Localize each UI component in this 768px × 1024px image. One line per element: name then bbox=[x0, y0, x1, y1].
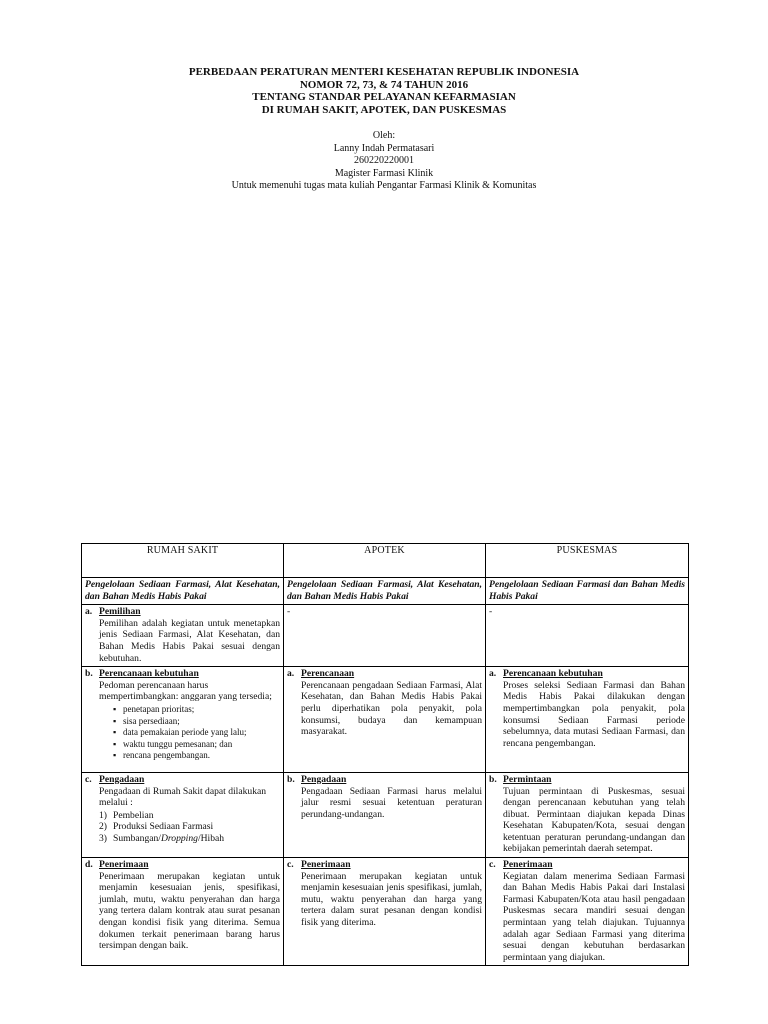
list-item: ▪ rencana pengembangan. bbox=[113, 750, 280, 762]
item-label: c. bbox=[85, 773, 92, 785]
author-program: Magister Farmasi Klinik bbox=[334, 167, 434, 179]
table-row bbox=[82, 667, 689, 773]
numbered-list bbox=[99, 810, 280, 845]
item-text: Pengadaan Sediaan Farmasi harus melalui jalur resmi sesuai ketentuan peraturan perundang-undangan. bbox=[301, 785, 482, 820]
cell-rs-pengadaan bbox=[82, 772, 284, 857]
item-text: Kegiatan dalam menerima Sediaan Farmasi dan Bahan Medis Habis Pakai dari Instalasi Farmasi Kabupaten/Kota atau hasil pengadaan Puskesmas secara mandiri sesuai dengan permintaan yang telah diajukan. Tujuannya adalah agar Sediaan Farmasi yang diterima sesuai dengan kebutuhan berdasarkan permintaan yang diajukan. bbox=[503, 870, 685, 963]
item-label: c. bbox=[489, 859, 496, 871]
cell-rs-penerimaan bbox=[82, 858, 284, 966]
item-title: Perencanaan kebutuhan bbox=[99, 668, 199, 680]
item-text: Tujuan permintaan di Puskesmas, sesuai dengan perencanaan kebutuhan yang telah dibuat. Permintaan diajukan kepada Dinas Kesehatan Kabupaten/Kota, sesuai dengan ketentuan peraturan perundang-undangan dan kebijakan pemerintah daerah setempat. bbox=[503, 785, 685, 855]
comparison-table bbox=[81, 543, 689, 966]
item-label: b. bbox=[489, 773, 497, 785]
item-label: a. bbox=[489, 668, 497, 680]
item-title: Perencanaan kebutuhan bbox=[503, 668, 603, 680]
header-rumah-sakit: RUMAH SAKIT bbox=[82, 544, 284, 578]
cell-rs-perencanaan bbox=[82, 667, 284, 773]
item-title: Penerimaan bbox=[99, 859, 149, 871]
item-title: Penerimaan bbox=[503, 859, 553, 871]
item-text: Pemilihan adalah kegiatan untuk menetapkan jenis Sediaan Farmasi, Alat Kesehatan, dan Bahan Medis Habis Pakai sesuai dengan kebutuhan. bbox=[99, 617, 280, 664]
table-row bbox=[82, 605, 689, 667]
cell-puskesmas-penerimaan bbox=[486, 858, 689, 966]
title-line-3: TENTANG STANDAR PELAYANAN KEFARMASIAN bbox=[252, 91, 516, 103]
subheader-apotek: Pengelolaan Sediaan Farmasi, Alat Kesehatan, dan Bahan Medis Habis Pakai bbox=[284, 578, 486, 605]
item-label: d. bbox=[85, 859, 93, 871]
list-item: ▪ data pemakaian periode yang lalu; bbox=[113, 727, 280, 739]
list-item: 2) Produksi Sediaan Farmasi bbox=[99, 821, 214, 833]
author-info bbox=[0, 130, 768, 193]
item-intro: Pedoman perencanaan harus mempertimbangkan: anggaran yang tersedia; bbox=[99, 679, 272, 703]
item-text: Penerimaan merupakan kegiatan untuk menjamin kesesuaian jenis, spesifikasi, jumlah, mutu, waktu penyerahan dan harga yang tertera dalam kontrak atau surat pesanan dengan kondisi fisik yang diterima. Semua dokumen terkait penerimaan barang harus tersimpan dengan baik. bbox=[99, 870, 280, 952]
list-item: ▪ waktu tunggu pemesanan; dan bbox=[113, 739, 280, 751]
title-line-2: NOMOR 72, 73, & 74 TAHUN 2016 bbox=[299, 78, 469, 91]
item-title: Pemilihan bbox=[99, 606, 141, 618]
header-puskesmas: PUSKESMAS bbox=[486, 544, 689, 578]
item-label: a. bbox=[287, 668, 295, 680]
item-text: Perencanaan pengadaan Sediaan Farmasi, Alat Kesehatan, dan Bahan Medis Habis Pakai perlu diperhatikan pola penyakit, pola konsumsi, budaya dan kemampuan masyarakat. bbox=[301, 679, 482, 738]
item-text: Proses seleksi Sediaan Farmasi dan Bahan Medis Habis Pakai dilakukan dengan mempertimbangkan pola penyakit, pola konsumsi Sediaan Farmasi periode sebelumnya, data mutasi Sediaan Farmasi, dan rencana pengembangan. bbox=[503, 679, 685, 749]
item-label: b. bbox=[287, 773, 295, 785]
cell-apotek-penerimaan bbox=[284, 858, 486, 966]
header-apotek: APOTEK bbox=[284, 544, 486, 578]
item-title: Penerimaan bbox=[301, 859, 351, 871]
author-name: Lanny Indah Permatasari bbox=[333, 142, 435, 154]
table-header-row bbox=[82, 544, 689, 578]
cell-apotek-empty bbox=[284, 605, 486, 667]
cell-rs-pemilihan bbox=[82, 605, 284, 667]
list-item: ▪ sisa persediaan; bbox=[113, 716, 280, 728]
item-title: Pengadaan bbox=[99, 773, 145, 785]
subheader-rumah-sakit: Pengelolaan Sediaan Farmasi, Alat Kesehatan, dan Bahan Medis Habis Pakai bbox=[82, 578, 284, 605]
item-label: b. bbox=[85, 668, 93, 680]
item-intro: Pengadaan di Rumah Sakit dapat dilakukan melalui : bbox=[99, 785, 267, 809]
cell-puskesmas-perencanaan bbox=[486, 667, 689, 773]
empty-dash: - bbox=[489, 606, 493, 618]
list-item: 3) Sumbangan/Dropping/Hibah bbox=[99, 832, 225, 844]
cell-puskesmas-empty bbox=[486, 605, 689, 667]
author-purpose: Untuk memenuhi tugas mata kuliah Pengantar Farmasi Klinik & Komunitas bbox=[231, 180, 537, 191]
cell-apotek-pengadaan bbox=[284, 772, 486, 857]
empty-dash: - bbox=[287, 606, 291, 618]
author-id: 260220220001 bbox=[354, 155, 414, 166]
table-subheader-row bbox=[82, 578, 689, 605]
item-title: Perencanaan bbox=[301, 668, 355, 680]
title-line-4: DI RUMAH SAKIT, APOTEK, DAN PUSKESMAS bbox=[261, 103, 507, 116]
list-item: 1) Pembelian bbox=[99, 809, 154, 821]
subheader-puskesmas: Pengelolaan Sediaan Farmasi dan Bahan Medis Habis Pakai bbox=[486, 578, 689, 605]
item-label: a. bbox=[85, 606, 93, 618]
table-row bbox=[82, 772, 689, 857]
bullet-list bbox=[99, 704, 280, 762]
table-row bbox=[82, 858, 689, 966]
item-label: c. bbox=[287, 859, 294, 871]
item-title: Pengadaan bbox=[301, 773, 347, 785]
author-by: Oleh: bbox=[372, 130, 396, 141]
item-title: Permintaan bbox=[503, 773, 552, 785]
cell-puskesmas-permintaan bbox=[486, 772, 689, 857]
item-text: Penerimaan merupakan kegiatan untuk menjamin kesesuaian jenis spesifikasi, jumlah, mutu, waktu penyerahan dan harga yang tertera dalam surat pesanan dengan kondisi fisik yang diterima. bbox=[301, 870, 482, 929]
cell-apotek-perencanaan bbox=[284, 667, 486, 773]
document-title bbox=[0, 66, 768, 116]
title-line-1: PERBEDAAN PERATURAN MENTERI KESEHATAN REPUBLIK INDONESIA bbox=[188, 66, 580, 78]
list-item: ▪ penetapan prioritas; bbox=[113, 704, 280, 716]
